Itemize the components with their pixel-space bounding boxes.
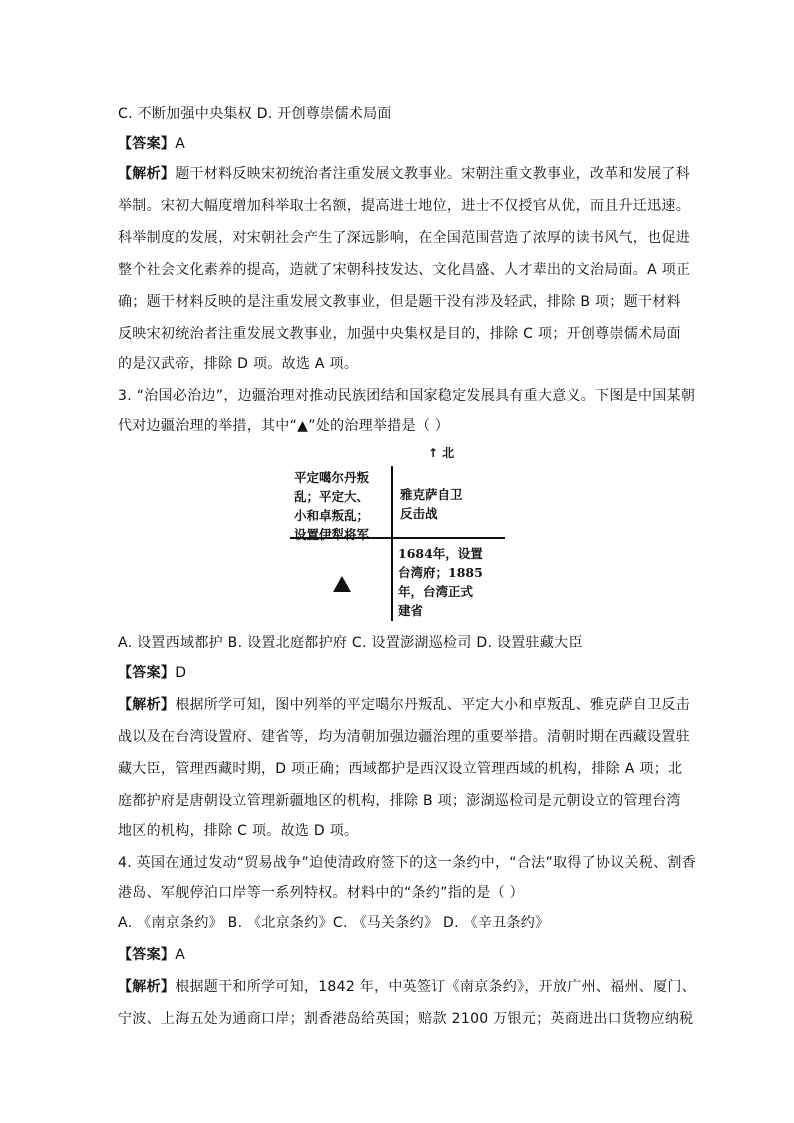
explanation-q4-line-1 [118,977,718,997]
explanation-q3-line-3: 藏大臣，管理西藏时期，D 项正确；西域都护是西汉设立管理西域的机构，排除 A 项；北 [118,761,683,777]
question-3-options: A. 设置西域都护 B. 设置北庭都护府 C. 设置澎湖巡检司 D. 设置驻藏大臣 [118,635,583,651]
north-arrow-icon: ↑ [428,446,439,460]
explanation-q2-line-7: 的是汉武帝，排除 D 项。故选 A 项。 [118,356,359,372]
explanation-q3-line-4: 庭都护府是唐朝设立管理新疆地区的机构，排除 B 项；澎湖巡检司是元朝设立的管理台湾 [118,793,681,809]
q2-options-cd: C. 不断加强中央集权 D. 开创尊崇儒术局面 [118,106,392,122]
answer-value: A [175,136,186,152]
triangle-marker-icon [333,576,351,592]
explanation-q2-line-5: 确；题干材料反映的是注重发展文教事业，但是题干没有涉及轻武，排除 B 项；题干材料 [118,294,681,310]
explanation-text: 根据所学可知，图中列举的平定噶尔丹叛乱、平定大小和卓叛乱、雅克萨自卫反击 [175,697,691,713]
northeast-measures: 雅克萨自卫 反击战 [400,487,463,521]
explanation-q2-line-1 [118,164,718,184]
north-label: 北 [442,446,455,460]
northwest-measures: 平定噶尔丹叛 乱；平定大、 小和卓叛乱； 设置伊犁将军 [294,470,370,542]
answer-q2 [118,134,718,154]
question-4-options: A. 《南京条约》 B. 《北京条约》C. 《马关条约》 D. 《辛丑条约》 [118,915,550,931]
explanation-text: 题干材料反映宋初统治者注重发展文教事业。宋朝注重文教事业，改革和发展了科 [175,166,691,182]
explanation-q2-line-2: 举制。宋初大幅度增加科举取士名额，提高进士地位，进士不仅授官从优，而且升迁迅速。 [118,198,690,214]
explanation-q2-line-3: 科举制度的发展，对宋朝社会产生了深远影响，在全国范围营造了浓厚的读书风气，也促进 [118,230,690,246]
question-3-line-1: 3. “治国必治边”，边疆治理对推动民族团结和国家稳定发展具有重大意义。下图是中国某朝 [118,388,696,404]
explanation-q3-line-2: 战以及在台湾设置府、建省等，均为清朝加强边疆治理的重要举措。清朝时期在西藏设置驻 [118,729,690,745]
southeast-measures: 1684年，设置 台湾府；1885 年，台湾正式 建省 [398,546,483,618]
explanation-label: 【解析】 [118,979,176,995]
explanation-text: 根据题干和所学可知，1842 年，中英签订《南京条约》，开放广州、福州、厦门、 [175,979,696,995]
frontier-governance-diagram [288,440,518,626]
explanation-q3-line-1 [118,695,718,715]
answer-value: D [175,665,187,681]
explanation-label: 【解析】 [118,166,176,182]
north-indicator [428,444,454,461]
answer-label: 【答案】 [118,947,176,963]
answer-label: 【答案】 [118,136,176,152]
explanation-q3-line-5: 地区的机构，排除 C 项。故选 D 项。 [118,823,359,839]
answer-value: A [175,947,186,963]
answer-label: 【答案】 [118,665,176,681]
explanation-label: 【解析】 [118,697,176,713]
explanation-q2-line-4: 整个社会文化素养的提高，造就了宋朝科技发达、文化昌盛、人才辈出的文治局面。A 项正 [118,262,691,278]
question-4-line-1: 4. 英国在通过发动“贸易战争”迫使清政府签下的这一条约中，“合法”取得了协议关税、割香 [118,855,697,871]
question-3-line-2: 代对边疆治理的举措，其中“▲”处的治理举措是（ ） [118,418,450,434]
vertical-axis [391,466,393,621]
explanation-q2-line-6: 反映宋初统治者注重发展文教事业，加强中央集权是目的，排除 C 项；开创尊崇儒术局面 [118,326,681,342]
answer-q4 [118,945,718,965]
answer-q3 [118,663,718,683]
explanation-q4-line-2: 宁波、上海五处为通商口岸；割香港岛给英国；赔款 2100 万银元；英商进出口货物应纳税 [118,1011,694,1027]
question-4-line-2: 港岛、军舰停泊口岸等一系列特权。材料中的“条约”指的是（ ） [118,885,524,901]
